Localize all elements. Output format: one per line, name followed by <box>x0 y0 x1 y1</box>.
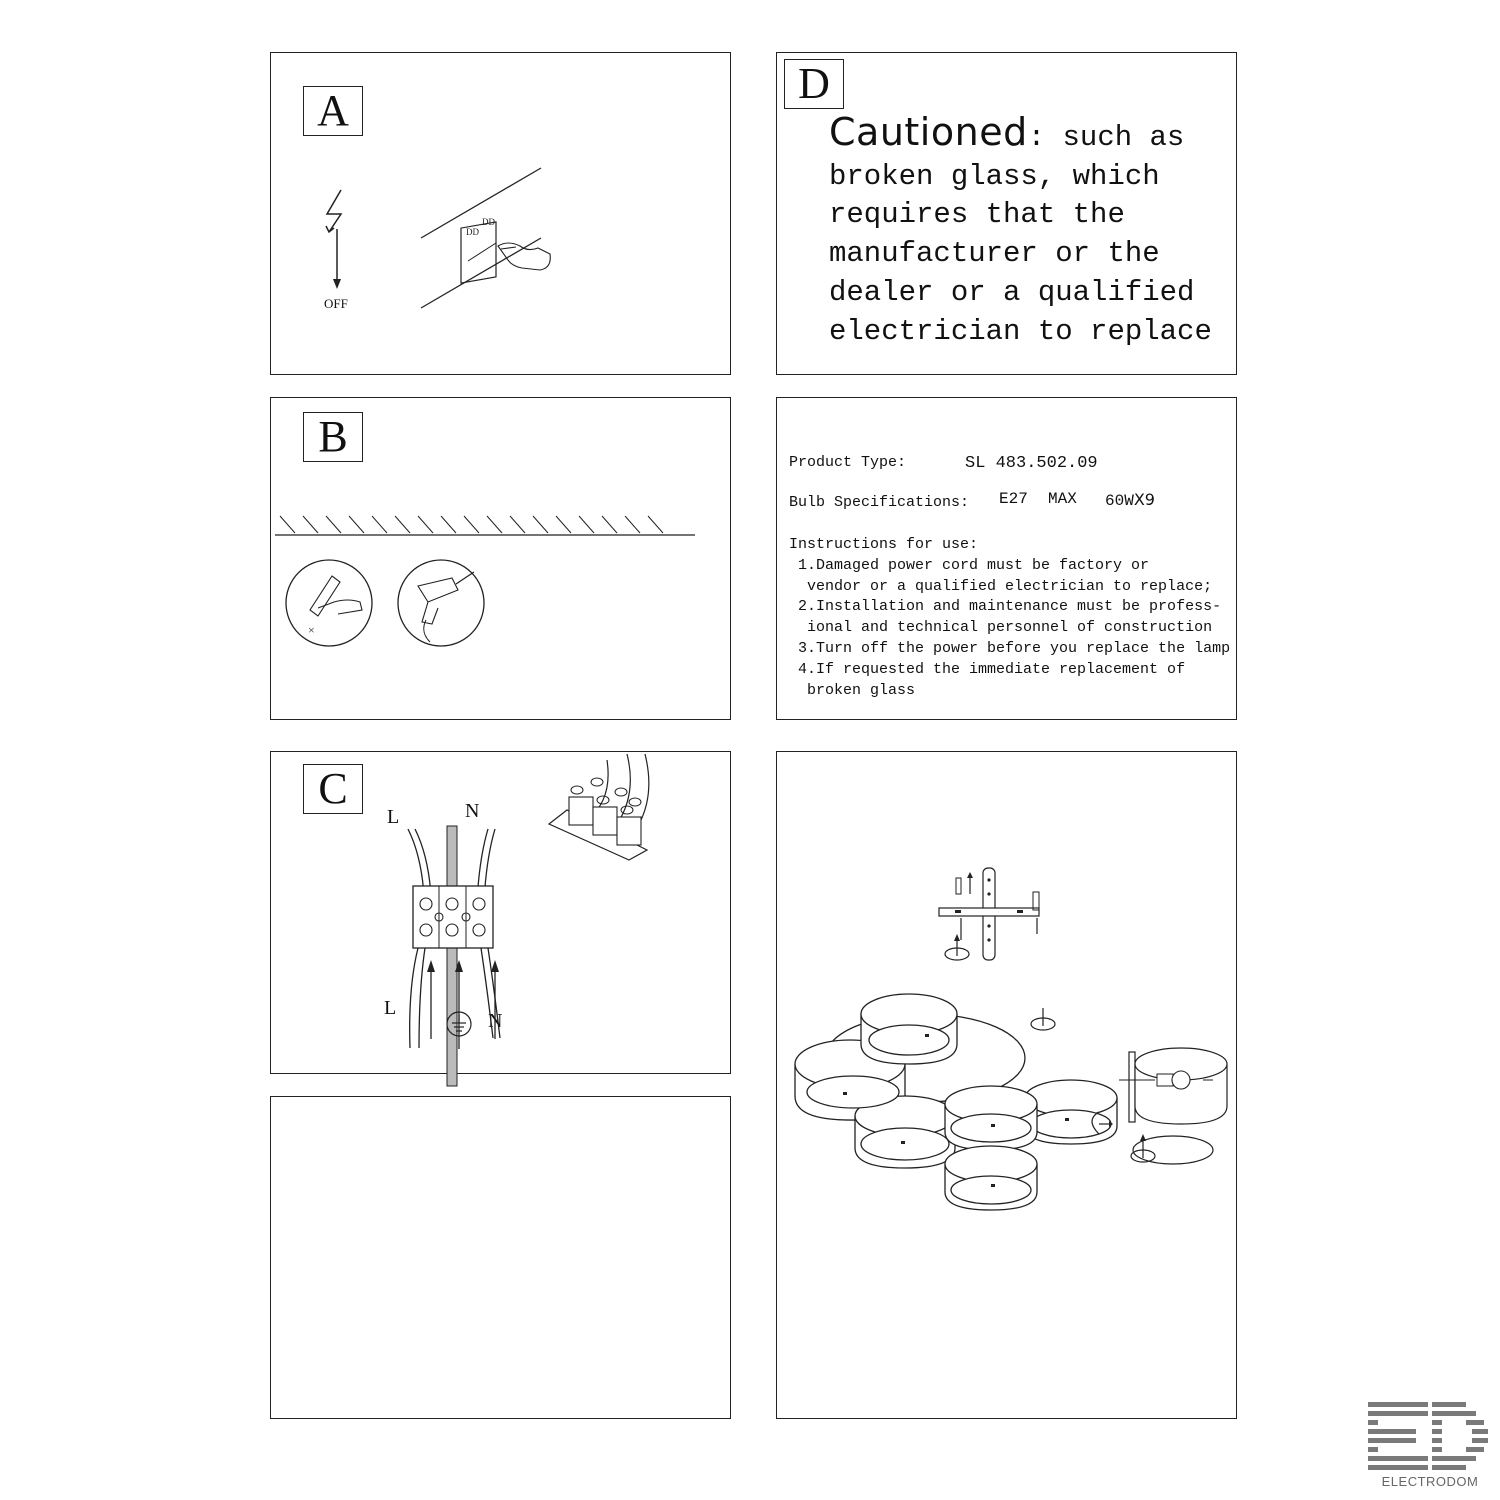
svg-text:DD: DD <box>466 227 479 237</box>
switchboard-hand-icon <box>416 163 566 323</box>
panel-d-letter: D <box>784 59 844 109</box>
ground-icon <box>445 1010 475 1040</box>
assembly-panel <box>776 751 1237 1419</box>
bulb-power <box>1105 490 1155 510</box>
caution-text <box>829 110 1249 351</box>
instructions-title: Instructions for use: <box>789 536 979 553</box>
bulb-count: X9 <box>1133 490 1155 509</box>
svg-text:×: × <box>308 623 315 637</box>
marker-pen-icon <box>284 558 384 658</box>
spec-panel <box>776 397 1237 720</box>
screw-icon <box>1027 888 1047 918</box>
rotate-arrow-icon <box>1127 1134 1161 1166</box>
panel-a <box>270 52 731 375</box>
panel-b-letter: B <box>303 412 363 462</box>
bulb-spec-label: Bulb Specifications: <box>789 494 970 511</box>
instruction-line: 3.Turn off the power before you replace the lamp <box>789 639 1231 657</box>
label-l-top: L <box>387 806 400 828</box>
instruction-line: vendor or a qualified electrician to replace; <box>789 577 1213 595</box>
panel-c-letter: C <box>303 764 363 814</box>
rotate-arrow-icon <box>1083 1110 1113 1140</box>
rotate-arrow-icon <box>943 934 977 964</box>
logo-text: ELECTRODOM <box>1381 1474 1479 1489</box>
instruction-line: 1.Damaged power cord must be factory or <box>789 556 1150 574</box>
instruction-line: 2.Installation and maintenance must be profess- <box>789 598 1222 616</box>
empty-panel <box>270 1096 731 1419</box>
caution-lead: Cautioned <box>829 110 1028 154</box>
drill-icon <box>396 558 496 658</box>
product-type-label: Product Type: <box>789 454 907 471</box>
label-n-bottom: N <box>488 1010 503 1032</box>
svg-text:DD: DD <box>482 217 495 227</box>
product-type-value: SL 483.502.09 <box>965 454 1098 473</box>
instructions <box>789 535 1230 701</box>
off-label: OFF <box>324 296 348 311</box>
ceiling-hatch-icon <box>275 513 705 543</box>
bulb-power-value: 60W <box>1105 492 1134 510</box>
caution-rest: : such as broken glass, which requires that the manufacturer or the dealer or a qualified electrician to replace <box>829 121 1212 348</box>
terminal-3d-icon <box>547 752 677 862</box>
arrow-down-icon <box>328 223 348 293</box>
instruction-line: broken glass <box>789 681 916 699</box>
label-n-top: N <box>465 800 480 822</box>
panel-d <box>776 52 1237 375</box>
instruction-line: ional and technical personnel of construction <box>789 619 1213 637</box>
label-l-bottom: L <box>384 997 397 1019</box>
panel-b <box>270 397 731 720</box>
screw-icon <box>952 872 982 902</box>
panel-c <box>270 751 731 1074</box>
bulb-base: E27 <box>999 490 1028 508</box>
bulb-max: MAX <box>1048 490 1077 508</box>
panel-a-letter: A <box>303 86 363 136</box>
instruction-line: 4.If requested the immediate replacement of <box>789 660 1186 678</box>
